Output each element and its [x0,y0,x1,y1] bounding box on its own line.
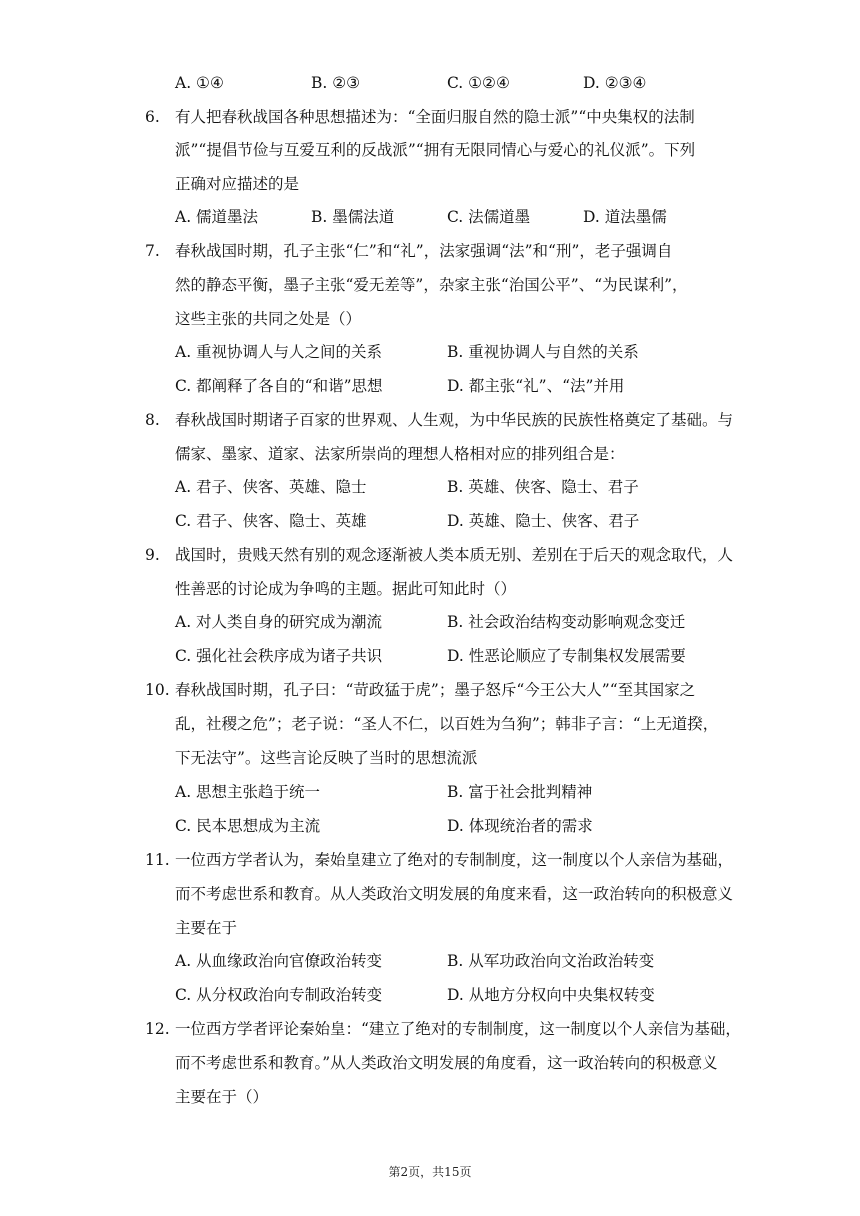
option-d: D. 都主张“礼”、“法”并用 [447,377,625,395]
question-text-line: 派”“提倡节俭与互爱互利的反战派”“拥有无限同情心与爱心的礼仪派”。下列 [175,141,696,159]
option-b: B. 富于社会批判精神 [447,783,593,801]
option-c: C. ①②④ [447,74,510,92]
option-b: B. 重视协调人与自然的关系 [447,343,639,361]
question-number: 10. [145,681,170,699]
option-d: D. 英雄、隐士、侠客、君子 [447,512,640,530]
page-footer: 第2页，共15页 [388,1165,472,1179]
option-b: B. 从军功政治向文治政治转变 [447,952,655,970]
question-text-line: 乱，社稷之危”；老子说：“圣人不仁，以百姓为刍狗”；韩非子言：“上无道揆， [175,715,719,733]
question-number: 9. [145,546,160,564]
option-c: C. 法儒道墨 [447,208,531,226]
option-a: A. 思想主张趋于统一 [175,783,321,801]
option-b: B. ②③ [311,74,361,92]
question-text-line: 而不考虑世系和教育。从人类政治文明发展的角度来看，这一政治转向的积极意义 [175,885,734,903]
question-text-line: 下无法守”。这些言论反映了当时的思想流派 [175,749,478,767]
question-number: 12. [145,1020,170,1038]
option-c: C. 民本思想成为主流 [175,817,321,835]
question-number: 7. [145,242,160,260]
option-a: A. ①④ [175,74,224,92]
question-text-line: 春秋战国时期，孔子曰：“苛政猛于虎”；墨子怒斥“今王公大人”“至其国家之 [175,681,696,699]
option-d: D. ②③④ [583,74,647,92]
question-text-line: 一位西方学者评论秦始皇：“建立了绝对的专制制度，这一制度以个人亲信为基础， [175,1020,741,1038]
question-number: 8. [145,411,160,429]
question-text-line: 儒家、墨家、道家、法家所崇尚的理想人格相对应的排列组合是： [175,445,625,463]
option-c: C. 强化社会秩序成为诸子共识 [175,647,383,665]
option-a: A. 儒道墨法 [175,208,259,226]
option-d: D. 道法墨儒 [583,208,667,226]
option-d: D. 从地方分权向中央集权转变 [447,986,655,1004]
option-c: C. 君子、侠客、隐士、英雄 [175,512,367,530]
option-b: B. 社会政治结构变动影响观念变迁 [447,613,686,631]
question-text-line: 有人把春秋战国各种思想描述为：“全面归服自然的隐士派”“中央集权的法制 [175,108,695,126]
option-a: A. 从血缘政治向官僚政治转变 [175,952,383,970]
option-d: D. 体现统治者的需求 [447,817,593,835]
question-text-line: 一位西方学者认为，秦始皇建立了绝对的专制制度，这一制度以个人亲信为基础， [175,851,734,869]
option-a: A. 君子、侠客、英雄、隐士 [175,478,367,496]
option-a: A. 重视协调人与人之间的关系 [175,343,383,361]
option-c: C. 都阐释了各自的“和谐”思想 [175,377,383,395]
question-text-line: 春秋战国时期诸子百家的世界观、人生观，为中华民族的民族性格奠定了基础。与 [175,411,734,429]
option-b: B. 英雄、侠客、隐士、君子 [447,478,639,496]
question-text-line: 然的静态平衡，墨子主张“爱无差等”，杂家主张“治国公平”、“为民谋利”， [175,276,688,294]
option-b: B. 墨儒法道 [311,208,395,226]
option-c: C. 从分权政治向专制政治转变 [175,986,383,1004]
question-text-line: 性善恶的讨论成为争鸣的主题。据此可知此时（） [175,580,517,598]
question-text-line: 春秋战国时期，孔子主张“仁”和“礼”，法家强调“法”和“刑”，老子强调自 [175,242,673,260]
question-text-line: 主要在于（） [175,1088,269,1106]
question-text-line: 主要在于 [175,919,238,937]
option-d: D. 性恶论顺应了专制集权发展需要 [447,647,686,665]
question-text-line: 而不考虑世系和教育。”从人类政治文明发展的角度看，这一政治转向的积极意义 [175,1054,718,1072]
option-a: A. 对人类自身的研究成为潮流 [175,613,383,631]
question-text-line: 正确对应描述的是 [175,175,300,193]
question-number: 6. [145,108,160,126]
question-text-line: 战国时，贵贱天然有别的观念逐渐被人类本质无别、差别在于后天的观念取代，人 [175,546,734,564]
question-text-line: 这些主张的共同之处是（） [175,310,362,328]
question-number: 11. [145,851,170,869]
